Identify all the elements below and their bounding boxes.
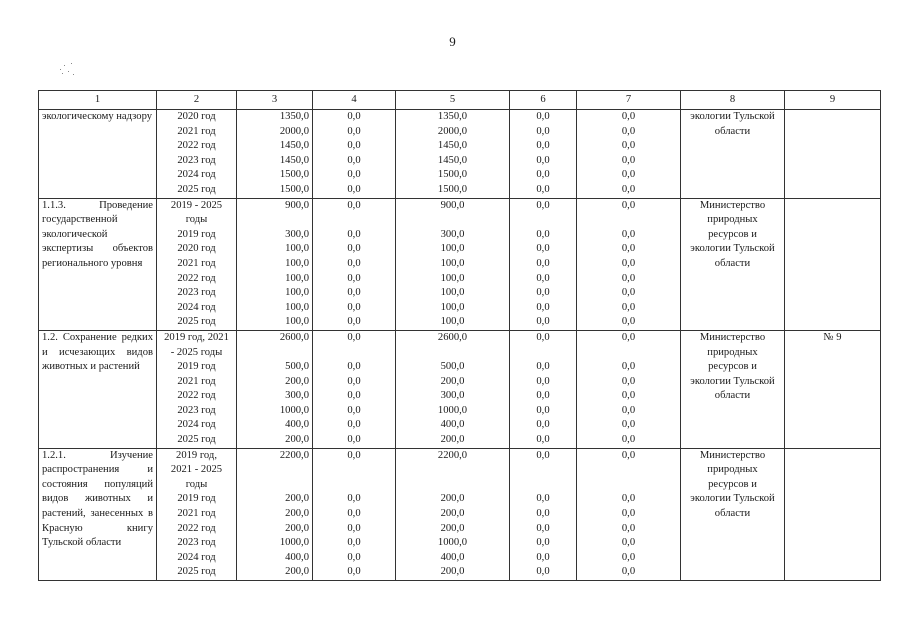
cell-line: 500,0 (285, 361, 309, 373)
amount-total-cell (237, 448, 313, 580)
cell-line: 1000,0 (279, 537, 309, 549)
cell-line (240, 346, 309, 361)
cell-line: 0,0 (621, 199, 636, 211)
cell-line: 0,0 (536, 169, 550, 181)
cell-line: 300,0 (440, 228, 465, 240)
cell-line: 0,0 (347, 508, 361, 520)
cell-line: 1350,0 (279, 111, 309, 122)
cell-line: 200,0 (440, 493, 465, 505)
amount-local-cell (510, 330, 577, 448)
cell-line: 200,0 (285, 522, 309, 534)
cell-line (513, 346, 573, 361)
cell-line: 100,0 (285, 272, 309, 284)
cell-line: 0,0 (347, 125, 361, 137)
header-cell-5: 5 (396, 91, 510, 110)
executor-line: ресурсов и (708, 228, 757, 240)
cell-line: 1500,0 (437, 169, 468, 181)
cell-line (240, 478, 309, 493)
amount-other-cell (577, 448, 681, 580)
cell-line: 100,0 (285, 257, 309, 269)
measure-description-cell: экологическому надзору (39, 110, 157, 199)
executor-line: области (714, 125, 751, 137)
executor-line: экологии Тульской (690, 375, 775, 387)
cell-line (580, 478, 677, 493)
amount-federal-cell (313, 198, 396, 330)
header-cell-8: 8 (681, 91, 785, 110)
cell-line: 0,0 (621, 404, 636, 416)
header-cell-1: 1 (39, 91, 157, 110)
cell-line: 0,0 (621, 331, 636, 343)
cell-line: 100,0 (285, 316, 309, 328)
cell-line: 0,0 (621, 419, 636, 431)
amount-local-cell (510, 198, 577, 330)
cell-line: 0,0 (536, 375, 550, 387)
cell-line: 2023 год (177, 154, 216, 166)
cell-line (240, 213, 309, 228)
executor-line: области (714, 257, 751, 269)
table-row (39, 448, 881, 580)
cell-line: 2024 год (177, 301, 216, 313)
cell-line: 200,0 (440, 375, 465, 387)
cell-line: 200,0 (440, 566, 465, 578)
cell-line: 2019 - 2025 (170, 199, 223, 211)
cell-line: 0,0 (621, 272, 636, 284)
cell-line: 0,0 (621, 566, 636, 578)
cell-line: 100,0 (440, 316, 465, 328)
cell-line: 1000,0 (437, 537, 468, 549)
cell-line: 2023 год (177, 404, 216, 416)
cell-line (316, 478, 392, 493)
program-table (38, 90, 881, 581)
cell-line: 0,0 (347, 287, 361, 299)
cell-line: 100,0 (440, 243, 465, 255)
cell-line (580, 346, 677, 361)
cell-line: 2021 год (177, 257, 216, 269)
cell-line: 2025 год (177, 316, 216, 328)
executor-line: природных (707, 346, 758, 358)
cell-line: 0,0 (536, 551, 550, 563)
cell-line: 0,0 (621, 449, 636, 461)
cell-line: 2021 год (177, 125, 216, 137)
cell-line (316, 346, 392, 361)
amount-local-cell (510, 448, 577, 580)
cell-line: 1500,0 (279, 169, 309, 181)
measure-description-cell: 1.2. Сохранение редких и исчезающих видов животных и растений (39, 330, 157, 448)
amount-total-cell (237, 110, 313, 199)
cell-line: 0,0 (347, 140, 361, 152)
cell-line: 900,0 (440, 199, 465, 211)
cell-line: 0,0 (347, 493, 361, 505)
amount-local-cell (510, 110, 577, 199)
header-cell-4: 4 (313, 91, 396, 110)
executor-line: экологии Тульской (690, 493, 775, 505)
cell-line: 0,0 (536, 154, 550, 166)
header-cell-6: 6 (510, 91, 577, 110)
cell-line: 0,0 (347, 272, 361, 284)
cell-line: 0,0 (621, 493, 636, 505)
amount-total-cell (237, 330, 313, 448)
cell-line: 2021 год (177, 375, 216, 387)
indicator-number-cell (785, 110, 881, 199)
cell-line (513, 213, 573, 228)
amount-regional-cell (396, 330, 510, 448)
executor-line: экологии Тульской (690, 111, 775, 122)
cell-line: 400,0 (285, 419, 309, 431)
cell-line (316, 463, 392, 478)
cell-line: 0,0 (347, 154, 361, 166)
cell-line: 0,0 (347, 566, 361, 578)
measure-description-cell: 1.2.1. Изучение распространения и состояния популяций видов животных и растений, занесенных в Красную книгу Тульской области (39, 448, 157, 580)
responsible-executor-cell (681, 330, 785, 448)
cell-line: 0,0 (347, 537, 361, 549)
cell-line: 0,0 (536, 434, 550, 446)
cell-line: 0,0 (347, 522, 361, 534)
cell-line: 2019 год (177, 493, 216, 505)
cell-line: 0,0 (347, 316, 361, 328)
cell-line: 2024 год (177, 551, 216, 563)
cell-line: 0,0 (347, 375, 361, 387)
cell-line: 0,0 (347, 434, 361, 446)
amount-other-cell (577, 330, 681, 448)
amount-regional-cell (396, 448, 510, 580)
cell-line: 0,0 (347, 228, 361, 240)
cell-line: 0,0 (347, 551, 361, 563)
cell-line: 1500,0 (437, 183, 468, 195)
amount-other-cell (577, 110, 681, 199)
table-row (39, 330, 881, 448)
executor-line: Министерство (699, 331, 766, 343)
amount-total-cell (237, 198, 313, 330)
cell-line: 0,0 (536, 566, 550, 578)
cell-line: 0,0 (536, 316, 550, 328)
cell-line: 0,0 (621, 111, 636, 122)
indicator-number-cell (785, 198, 881, 330)
cell-line: 0,0 (621, 228, 636, 240)
cell-line (399, 463, 506, 478)
cell-line (399, 213, 506, 228)
cell-line: 0,0 (347, 199, 361, 211)
scan-speckles (58, 60, 76, 76)
cell-line: 100,0 (285, 301, 309, 313)
cell-line: 0,0 (621, 125, 636, 137)
cell-line: 2020 год (177, 243, 216, 255)
cell-line: 1000,0 (437, 404, 468, 416)
executor-line: природных (707, 464, 758, 476)
cell-line: 0,0 (536, 125, 550, 137)
year-cell (157, 110, 237, 199)
cell-line: 2022 год (177, 390, 216, 402)
cell-line: 0,0 (536, 199, 550, 211)
cell-line: 300,0 (285, 228, 309, 240)
cell-line (399, 478, 506, 493)
cell-line: 0,0 (621, 243, 636, 255)
cell-line: 1000,0 (279, 404, 309, 416)
cell-line: 0,0 (621, 551, 636, 563)
cell-line: 500,0 (440, 361, 465, 373)
cell-line: 2000,0 (279, 125, 309, 137)
responsible-executor-cell (681, 110, 785, 199)
cell-line: 400,0 (440, 419, 465, 431)
cell-line: 2200,0 (437, 449, 468, 461)
cell-line: 0,0 (536, 183, 550, 195)
cell-line: 0,0 (536, 257, 550, 269)
cell-line: 1450,0 (437, 154, 468, 166)
cell-line: 2019 год, (176, 449, 217, 461)
cell-line: 2025 год (177, 434, 216, 446)
cell-line: 200,0 (285, 434, 309, 446)
cell-line: 200,0 (440, 508, 465, 520)
cell-line: 200,0 (285, 566, 309, 578)
cell-line: 400,0 (440, 551, 465, 563)
cell-line: 100,0 (440, 301, 465, 313)
cell-line: 2200,0 (279, 449, 309, 461)
cell-line: 0,0 (621, 140, 636, 152)
executor-line: области (714, 508, 751, 520)
header-cell-7: 7 (577, 91, 681, 110)
cell-line: 0,0 (536, 404, 550, 416)
cell-line: 200,0 (285, 508, 309, 520)
cell-line: 100,0 (440, 287, 465, 299)
cell-line: 0,0 (621, 434, 636, 446)
cell-line: 2000,0 (437, 125, 468, 137)
year-cell (157, 448, 237, 580)
cell-line: 300,0 (440, 390, 465, 402)
cell-line: 0,0 (536, 243, 550, 255)
executor-line: области (714, 390, 751, 402)
cell-line: 0,0 (621, 508, 636, 520)
table-row (39, 198, 881, 330)
cell-line: 0,0 (621, 169, 636, 181)
cell-line: 0,0 (347, 361, 361, 373)
cell-line: 0,0 (536, 361, 550, 373)
cell-line: 0,0 (347, 449, 361, 461)
cell-line: 1350,0 (437, 111, 468, 122)
cell-line: 100,0 (285, 287, 309, 299)
header-row (39, 91, 881, 110)
cell-line: 0,0 (621, 257, 636, 269)
amount-federal-cell (313, 448, 396, 580)
cell-line: 2022 год (177, 140, 216, 152)
cell-line: 2022 год (177, 522, 216, 534)
cell-line: 2600,0 (437, 331, 468, 343)
cell-line (580, 213, 677, 228)
cell-line: 0,0 (536, 537, 550, 549)
cell-line: 0,0 (536, 493, 550, 505)
cell-line (399, 346, 506, 361)
cell-line: 1450,0 (279, 140, 309, 152)
header-cell-2: 2 (157, 91, 237, 110)
cell-line: 100,0 (440, 257, 465, 269)
cell-line: 0,0 (347, 183, 361, 195)
table-row (39, 110, 881, 199)
cell-line: 2022 год (177, 272, 216, 284)
cell-line: 200,0 (440, 522, 465, 534)
cell-line: 0,0 (536, 301, 550, 313)
executor-line: природных (707, 214, 758, 226)
cell-line: 200,0 (285, 375, 309, 387)
cell-line (316, 213, 392, 228)
cell-line: 0,0 (536, 419, 550, 431)
cell-line: 1450,0 (279, 154, 309, 166)
cell-line: 0,0 (621, 183, 636, 195)
cell-line: 0,0 (536, 272, 550, 284)
amount-federal-cell (313, 330, 396, 448)
cell-line: 0,0 (347, 111, 361, 122)
cell-line: 2024 год (177, 419, 216, 431)
cell-line: 200,0 (440, 434, 465, 446)
page-number: 9 (449, 34, 456, 49)
cell-line: 100,0 (440, 272, 465, 284)
cell-line (513, 478, 573, 493)
cell-line: 0,0 (536, 331, 550, 343)
cell-line: 2600,0 (279, 331, 309, 343)
cell-line: 0,0 (536, 111, 550, 122)
cell-line: 2019 год, 2021 (164, 331, 229, 343)
cell-line: 1450,0 (437, 140, 468, 152)
cell-line (240, 463, 309, 478)
cell-line: 0,0 (347, 257, 361, 269)
cell-line: 0,0 (347, 404, 361, 416)
cell-line: 200,0 (285, 493, 309, 505)
cell-line: 0,0 (347, 390, 361, 402)
cell-line: 0,0 (621, 316, 636, 328)
cell-line: 0,0 (536, 508, 550, 520)
cell-line: 2023 год (177, 537, 216, 549)
header-cell-3: 3 (237, 91, 313, 110)
cell-line: 2021 год (177, 508, 216, 520)
cell-line: 0,0 (621, 301, 636, 313)
cell-line: 0,0 (621, 537, 636, 549)
cell-line: 2019 год (177, 228, 216, 240)
measure-description-cell: 1.1.3. Проведение государственной экологической экспертизы объектов регионального уровня (39, 198, 157, 330)
executor-line: экологии Тульской (690, 243, 775, 255)
amount-regional-cell (396, 198, 510, 330)
responsible-executor-cell (681, 448, 785, 580)
cell-line: 100,0 (285, 243, 309, 255)
cell-line: 2019 год (177, 361, 216, 373)
cell-line: 0,0 (621, 390, 636, 402)
indicator-number-cell (785, 448, 881, 580)
cell-line: 0,0 (536, 228, 550, 240)
cell-line: 0,0 (621, 361, 636, 373)
cell-line: 0,0 (347, 419, 361, 431)
year-cell (157, 198, 237, 330)
cell-line: 0,0 (621, 522, 636, 534)
cell-line: годы (185, 478, 208, 490)
responsible-executor-cell (681, 198, 785, 330)
cell-line: 400,0 (285, 551, 309, 563)
cell-line: 2023 год (177, 287, 216, 299)
cell-line: 900,0 (285, 199, 309, 211)
cell-line: 0,0 (347, 169, 361, 181)
cell-line: 1500,0 (279, 183, 309, 195)
amount-regional-cell (396, 110, 510, 199)
cell-line: 2025 год (177, 566, 216, 578)
cell-line: 2020 год (177, 111, 216, 122)
executor-line: Министерство (699, 199, 766, 211)
cell-line: 0,0 (347, 301, 361, 313)
cell-line (580, 463, 677, 478)
cell-line: 0,0 (536, 522, 550, 534)
cell-line: годы (185, 214, 208, 226)
cell-line (513, 463, 573, 478)
indicator-number-cell: № 9 (785, 330, 881, 448)
cell-line: 0,0 (621, 287, 636, 299)
year-cell (157, 330, 237, 448)
cell-line: 0,0 (347, 331, 361, 343)
amount-federal-cell (313, 110, 396, 199)
cell-line: 0,0 (536, 449, 550, 461)
amount-other-cell (577, 198, 681, 330)
cell-line: 0,0 (536, 390, 550, 402)
cell-line: 2021 - 2025 (170, 464, 223, 476)
executor-line: ресурсов и (708, 361, 757, 373)
cell-line: 0,0 (621, 375, 636, 387)
cell-line: - 2025 годы (170, 346, 223, 358)
executor-line: ресурсов и (708, 478, 757, 490)
header-cell-9: 9 (785, 91, 881, 110)
cell-line: 0,0 (347, 243, 361, 255)
cell-line: 0,0 (536, 140, 550, 152)
cell-line: 0,0 (536, 287, 550, 299)
cell-line: 300,0 (285, 390, 309, 402)
cell-line: 2024 год (177, 169, 216, 181)
executor-line: Министерство (699, 449, 766, 461)
cell-line: 0,0 (621, 154, 636, 166)
cell-line: 2025 год (177, 183, 216, 195)
